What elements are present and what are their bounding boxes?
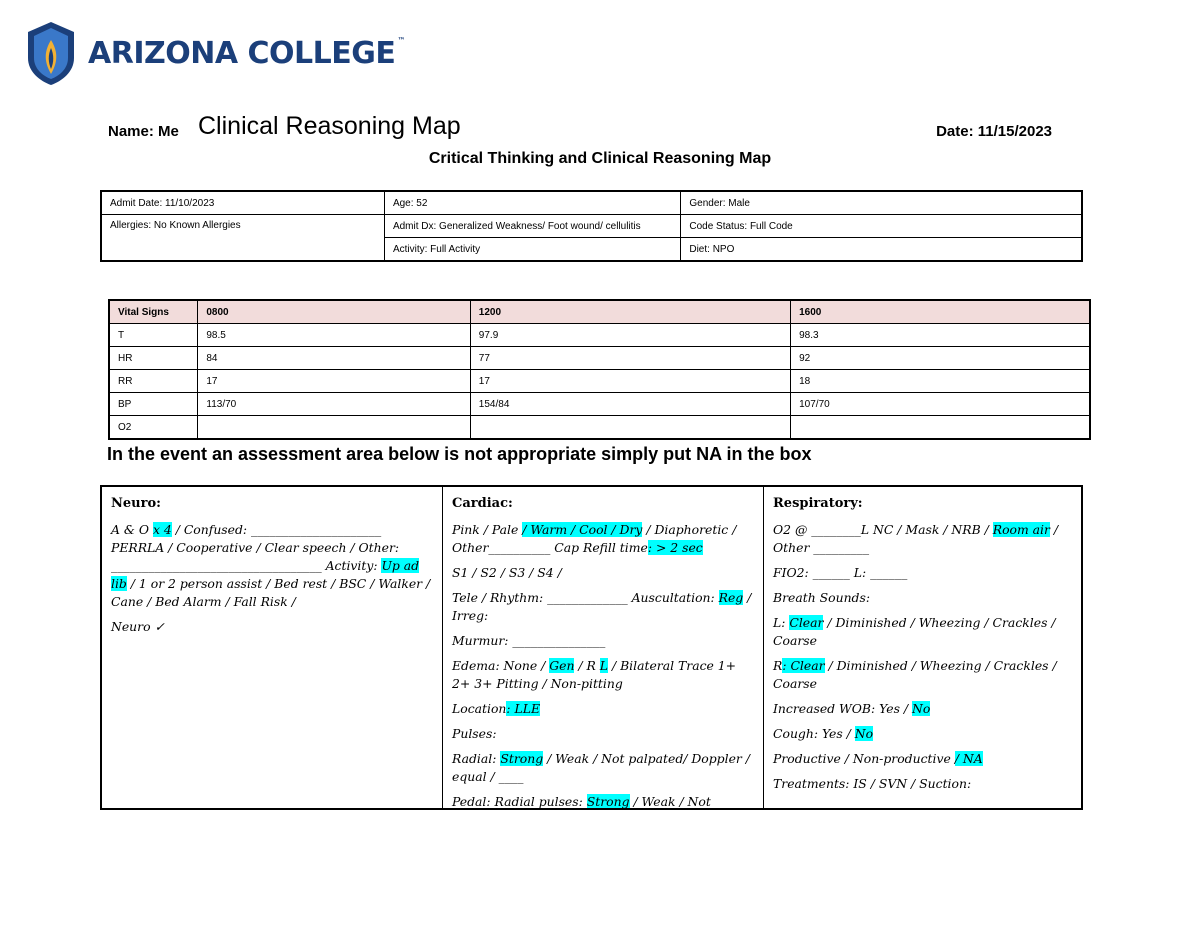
date-label: Date: 11/15/2023 xyxy=(936,123,1052,140)
table-row xyxy=(109,347,1090,370)
vital-value: 98.3 xyxy=(791,324,1090,347)
resp-right: R: Clear / Diminished / Wheezing / Crackles / Coarse xyxy=(773,658,1057,691)
gender-cell: Gender: Male xyxy=(681,191,1082,215)
resp-left: L: Clear / Diminished / Wheezing / Crackles / Coarse xyxy=(773,615,1056,648)
vitals-header-cell: 1200 xyxy=(470,300,790,324)
page-title: Clinical Reasoning Map xyxy=(198,112,461,140)
cardiac-edema: Edema: None / Gen / R L / Bilateral Trace 1+ 2+ 3+ Pitting / Non-pitting xyxy=(452,658,737,691)
assessment-grid xyxy=(100,485,1083,810)
vital-value xyxy=(198,416,470,440)
document-header xyxy=(108,112,1054,146)
respiratory-section xyxy=(764,487,1081,808)
shield-icon xyxy=(26,20,76,86)
table-row xyxy=(109,416,1090,440)
arizona-college-logo xyxy=(26,20,405,86)
vital-label: HR xyxy=(109,347,198,370)
admit-dx-cell: Admit Dx: Generalized Weakness/ Foot wound/ cellulitis xyxy=(384,215,680,238)
activity-cell: Activity: Full Activity xyxy=(384,238,680,262)
admit-date-cell: Admit Date: 11/10/2023 xyxy=(101,191,384,215)
resp-wob: Increased WOB: Yes / No xyxy=(773,701,931,716)
resp-fio2: FIO2: ______ L: ______ xyxy=(773,565,908,580)
neuro-check: Neuro ✓ xyxy=(111,619,165,634)
vital-value: 17 xyxy=(470,370,790,393)
respiratory-title: Respiratory: xyxy=(773,496,863,511)
neuro-section xyxy=(102,487,443,808)
vital-value: 107/70 xyxy=(791,393,1090,416)
vital-value: 113/70 xyxy=(198,393,470,416)
na-instruction: In the event an assessment area below is not appropriate simply put NA in the box xyxy=(107,444,812,464)
vitals-header-cell: 0800 xyxy=(198,300,470,324)
vital-value: 98.5 xyxy=(198,324,470,347)
vital-signs-table xyxy=(108,299,1091,440)
allergies-cell: Allergies: No Known Allergies xyxy=(101,215,384,262)
cardiac-murmur: Murmur: _______________ xyxy=(452,633,606,648)
cardiac-rhythm: Tele / Rhythm: _____________ Auscultation: Reg / Irreg: xyxy=(452,590,752,623)
name-label: Name: Me xyxy=(108,123,179,140)
logo-wordmark: ARIZONA COLLEGE ™ xyxy=(88,35,405,71)
age-cell: Age: 52 xyxy=(384,191,680,215)
vital-value xyxy=(791,416,1090,440)
table-row xyxy=(109,393,1090,416)
vital-label: BP xyxy=(109,393,198,416)
cardiac-pulses: Pulses: xyxy=(452,726,497,741)
cardiac-title: Cardiac: xyxy=(452,496,513,511)
resp-breath-sounds: Breath Sounds: xyxy=(773,590,871,605)
vitals-header-row xyxy=(109,300,1090,324)
neuro-orientation: A & O x 4 / Confused: _____________________ PERRLA / Cooperative / Clear speech / Other: __________________________________ Activity: Up ad lib / 1 or 2 person assist / Bed rest / BSC / Walker / Cane / Bed Alarm / Fall Risk / xyxy=(111,522,431,609)
vital-value: 97.9 xyxy=(470,324,790,347)
vital-value: 92 xyxy=(791,347,1090,370)
vital-label: RR xyxy=(109,370,198,393)
vitals-header-cell: 1600 xyxy=(791,300,1090,324)
vital-label: T xyxy=(109,324,198,347)
cardiac-heart-sounds: S1 / S2 / S3 / S4 / xyxy=(452,565,562,580)
vital-value: 154/84 xyxy=(470,393,790,416)
vital-value xyxy=(470,416,790,440)
vital-value: 18 xyxy=(791,370,1090,393)
vitals-header-cell: Vital Signs xyxy=(109,300,198,324)
cardiac-section xyxy=(443,487,764,808)
vital-value: 77 xyxy=(470,347,790,370)
cardiac-skin: Pink / Pale / Warm / Cool / Dry / Diaphoretic / Other__________ Cap Refill time: > 2 sec xyxy=(452,522,737,555)
cardiac-location: Location: LLE xyxy=(452,701,541,716)
table-row xyxy=(109,370,1090,393)
table-row xyxy=(109,324,1090,347)
cardiac-radial: Radial: Strong / Weak / Not palpated/ Doppler / equal / ____ xyxy=(452,751,750,784)
diet-cell: Diet: NPO xyxy=(681,238,1082,262)
resp-oxygen: O2 @ ________L NC / Mask / NRB / Room air / Other _________ xyxy=(773,522,1059,555)
cardiac-pedal: Pedal: Radial pulses: Strong / Weak / Not xyxy=(452,794,711,808)
resp-productive: Productive / Non-productive / NA xyxy=(773,751,983,766)
code-status-cell: Code Status: Full Code xyxy=(681,215,1082,238)
resp-cough: Cough: Yes / No xyxy=(773,726,874,741)
neuro-title: Neuro: xyxy=(111,496,161,511)
vital-value: 84 xyxy=(198,347,470,370)
vital-label: O2 xyxy=(109,416,198,440)
page-subtitle: Critical Thinking and Clinical Reasoning Map xyxy=(428,150,772,167)
resp-treatments: Treatments: IS / SVN / Suction: xyxy=(773,776,972,791)
vital-value: 17 xyxy=(198,370,470,393)
patient-info-table xyxy=(100,190,1083,262)
